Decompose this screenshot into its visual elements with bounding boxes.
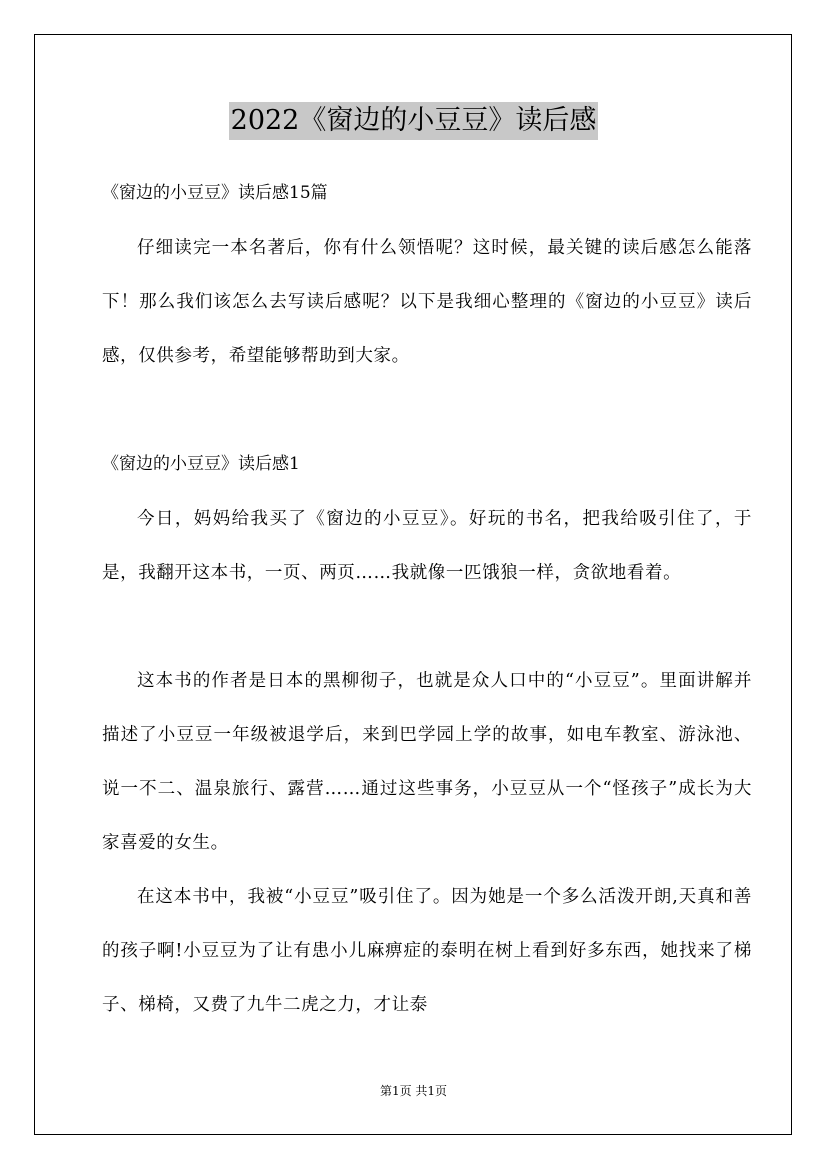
body-paragraph-2: 这本书的作者是日本的黑柳彻子，也就是众人口中的“小豆豆”。里面讲解并描述了小豆豆一年级被退学后，来到巴学园上学的故事，如电车教室、游泳池、说一不二、温泉旅行、露营……通过这些事务，小豆豆从一个“怪孩子”成长为大家喜爱的女生。 [102, 671, 752, 853]
document-title: 2022《窗边的小豆豆》读后感 [229, 102, 599, 140]
body-paragraph-1: 今日，妈妈给我买了《窗边的小豆豆》。好玩的书名，把我给吸引住了，于是，我翻开这本书，一页、两页……我就像一匹饿狼一样，贪欲地看着。 [102, 509, 752, 583]
body-paragraph-3: 在这本书中，我被“小豆豆”吸引住了。因为她是一个多么活泼开朗,天真和善的孩子啊!小豆豆为了让有患小儿麻痹症的泰明在树上看到好多东西，她找来了梯子、梯椅，又费了九牛二虎之力，才让泰 [102, 887, 752, 1015]
page-footer: 第1页 共1页 [379, 1084, 448, 1098]
title-container [0, 102, 827, 140]
document-subtitle: 《窗边的小豆豆》读后感15篇 [102, 183, 328, 203]
intro-paragraph: 仔细读完一本名著后，你有什么领悟呢？这时候，最关键的读后感怎么能落下！那么我们该怎么去写读后感呢？以下是我细心整理的《窗边的小豆豆》读后感，仅供参考，希望能够帮助到大家。 [102, 238, 752, 366]
section-heading: 《窗边的小豆豆》读后感1 [102, 454, 300, 474]
